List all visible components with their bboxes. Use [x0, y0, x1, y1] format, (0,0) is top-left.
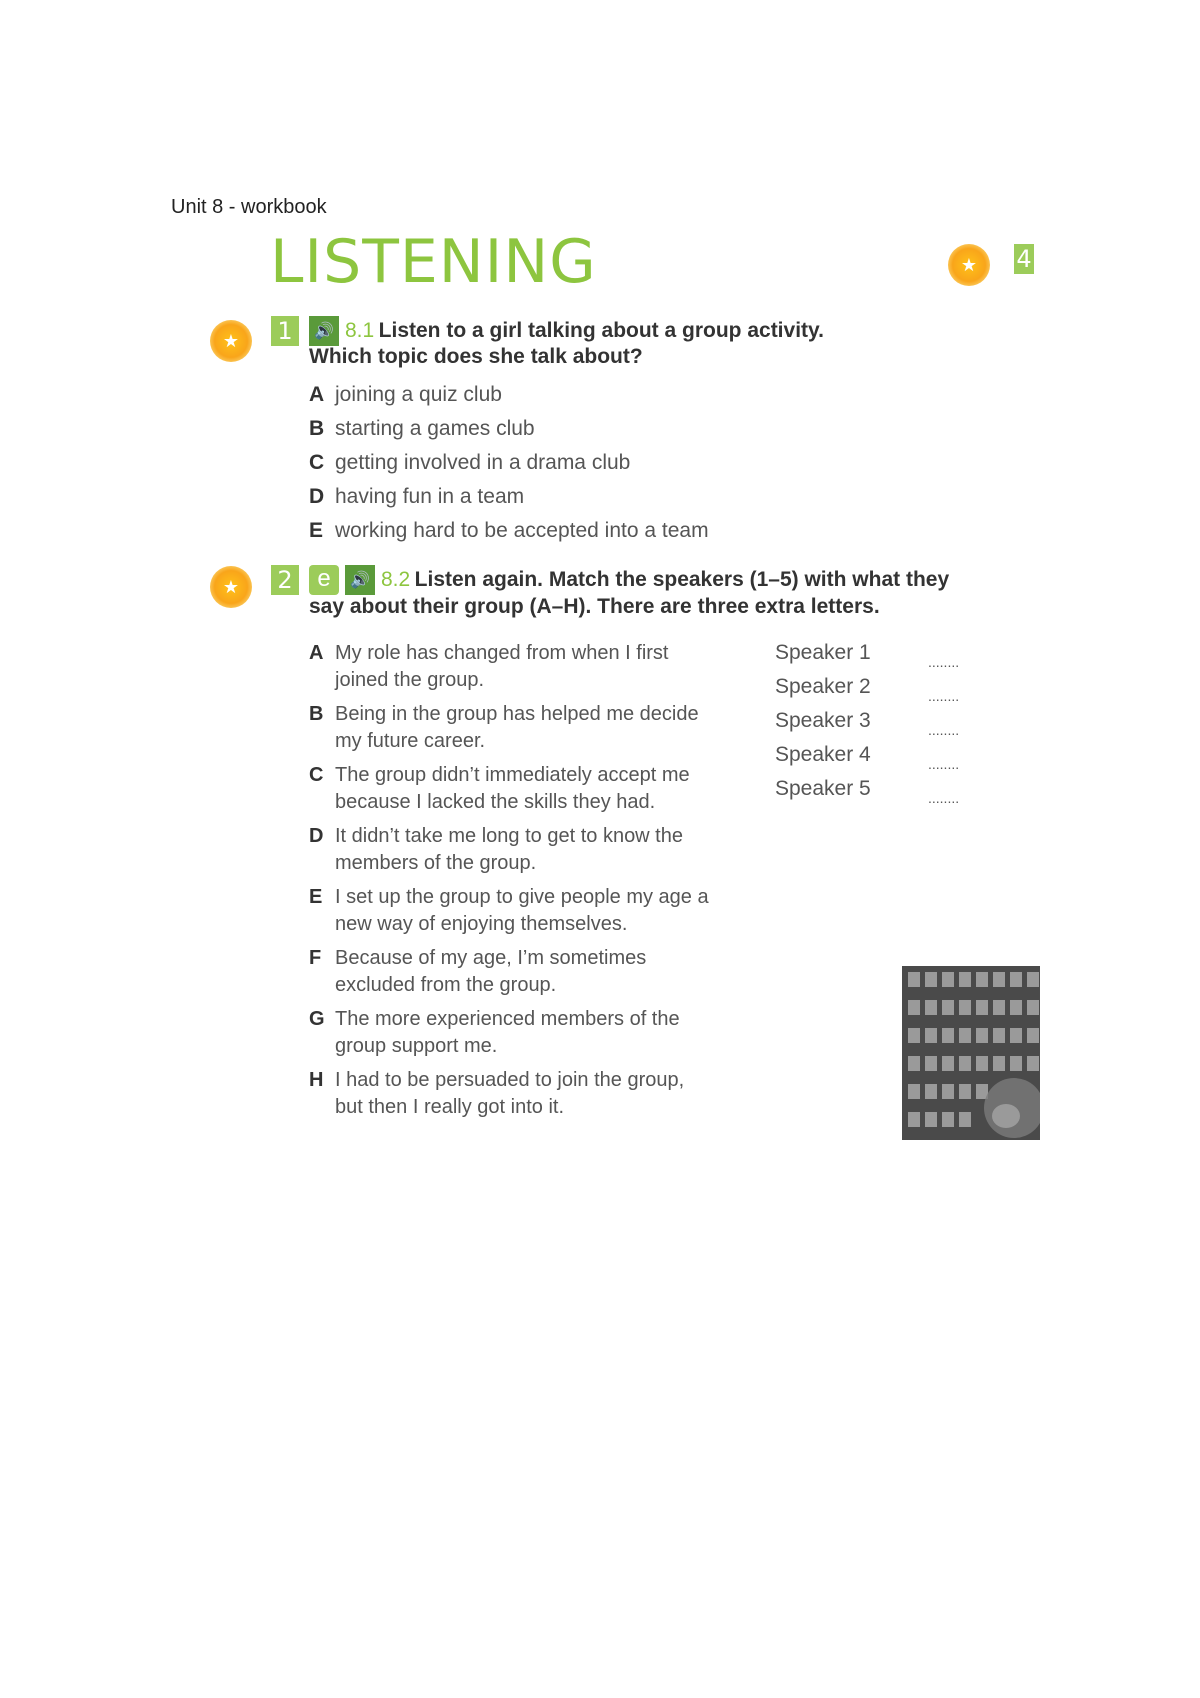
statement-b — [309, 701, 729, 755]
option-letter: C — [309, 451, 325, 474]
star-badge-icon: ★ — [948, 244, 990, 286]
statement-line: The more experienced members of the — [335, 1008, 680, 1030]
option-letter: B — [309, 417, 325, 440]
statement-f — [309, 945, 729, 999]
e-resource-icon: e — [309, 565, 339, 595]
statement-line: joined the group. — [335, 669, 485, 691]
track-number: 8.2 — [381, 568, 411, 591]
statement-letter: E — [309, 886, 323, 908]
option-text: joining a quiz club — [335, 383, 502, 406]
statement-d — [309, 823, 729, 877]
option-text: having fun in a team — [335, 485, 525, 508]
speaker-4-label: Speaker 4 — [775, 743, 871, 766]
statement-a — [309, 640, 729, 694]
statement-line: excluded from the group. — [335, 974, 557, 996]
statement-line: Because of my age, I’m sometimes — [335, 947, 647, 969]
statement-g — [309, 1006, 729, 1060]
statement-line: group support me. — [335, 1035, 498, 1057]
statement-letter: A — [309, 642, 324, 664]
statement-line: Being in the group has helped me decide — [335, 703, 699, 725]
statement-letter: H — [309, 1069, 324, 1091]
statement-letter: C — [309, 764, 324, 786]
speaker-1-answer[interactable]: ........ — [928, 654, 960, 670]
option-d — [309, 484, 709, 510]
option-letter: A — [309, 383, 325, 406]
exercise-2-instruction: Listen again. Match the speakers (1–5) with what they — [414, 568, 950, 591]
exercise-1-number: 1 — [271, 316, 299, 346]
statement-line: I set up the group to give people my age a — [335, 886, 709, 908]
statement-letter: B — [309, 703, 324, 725]
option-letter: E — [309, 519, 324, 542]
option-a — [309, 382, 709, 408]
speaker-2-label: Speaker 2 — [775, 675, 871, 698]
option-text: working hard to be accepted into a team — [335, 519, 709, 542]
exercise-2-instruction-cont: say about their group (A–H). There are three extra letters. — [309, 595, 880, 618]
corner-number-box: 4 — [1014, 244, 1034, 274]
audio-speaker-icon[interactable]: 🔊 — [345, 565, 375, 595]
exercise-1-options — [309, 382, 709, 544]
exercise-2-number: 2 — [271, 565, 299, 595]
star-badge-icon: ★ — [210, 320, 252, 362]
statement-line: because I lacked the skills they had. — [335, 791, 656, 813]
mesh-photo — [902, 966, 1040, 1140]
statement-letter: G — [309, 1008, 325, 1030]
option-c — [309, 450, 709, 476]
statement-c — [309, 762, 729, 816]
option-text: getting involved in a drama club — [335, 451, 631, 474]
exercise-1-question: Which topic does she talk about? — [309, 345, 643, 368]
statement-line: my future career. — [335, 730, 486, 752]
statement-letter: D — [309, 825, 324, 847]
speaker-2-answer[interactable]: ........ — [928, 688, 960, 704]
option-letter: D — [309, 485, 325, 508]
statement-letter: F — [309, 947, 322, 969]
page-title: LISTENING — [270, 227, 597, 297]
track-number: 8.1 — [345, 319, 375, 342]
statement-e — [309, 884, 729, 938]
speaker-5-answer[interactable]: ........ — [928, 790, 960, 806]
statement-line: new way of enjoying themselves. — [335, 913, 628, 935]
option-e — [309, 518, 709, 544]
audio-speaker-icon[interactable]: 🔊 — [309, 316, 339, 346]
statement-line: I had to be persuaded to join the group, — [335, 1069, 685, 1091]
statement-line: The group didn’t immediately accept me — [335, 764, 690, 786]
statement-line: but then I really got into it. — [335, 1096, 565, 1118]
option-b — [309, 416, 709, 442]
document-label: Unit 8 - workbook — [171, 196, 327, 218]
speaker-3-label: Speaker 3 — [775, 709, 871, 732]
speaker-4-answer[interactable]: ........ — [928, 756, 960, 772]
statement-line: It didn’t take me long to get to know the — [335, 825, 683, 847]
statement-line: My role has changed from when I first — [335, 642, 669, 664]
speaker-3-answer[interactable]: ........ — [928, 722, 960, 738]
speaker-1-label: Speaker 1 — [775, 641, 871, 664]
option-text: starting a games club — [335, 417, 535, 440]
star-badge-icon: ★ — [210, 566, 252, 608]
statement-line: members of the group. — [335, 852, 537, 874]
statement-h — [309, 1067, 729, 1121]
speaker-5-label: Speaker 5 — [775, 777, 871, 800]
exercise-1-instruction: Listen to a girl talking about a group activity. — [378, 319, 824, 342]
